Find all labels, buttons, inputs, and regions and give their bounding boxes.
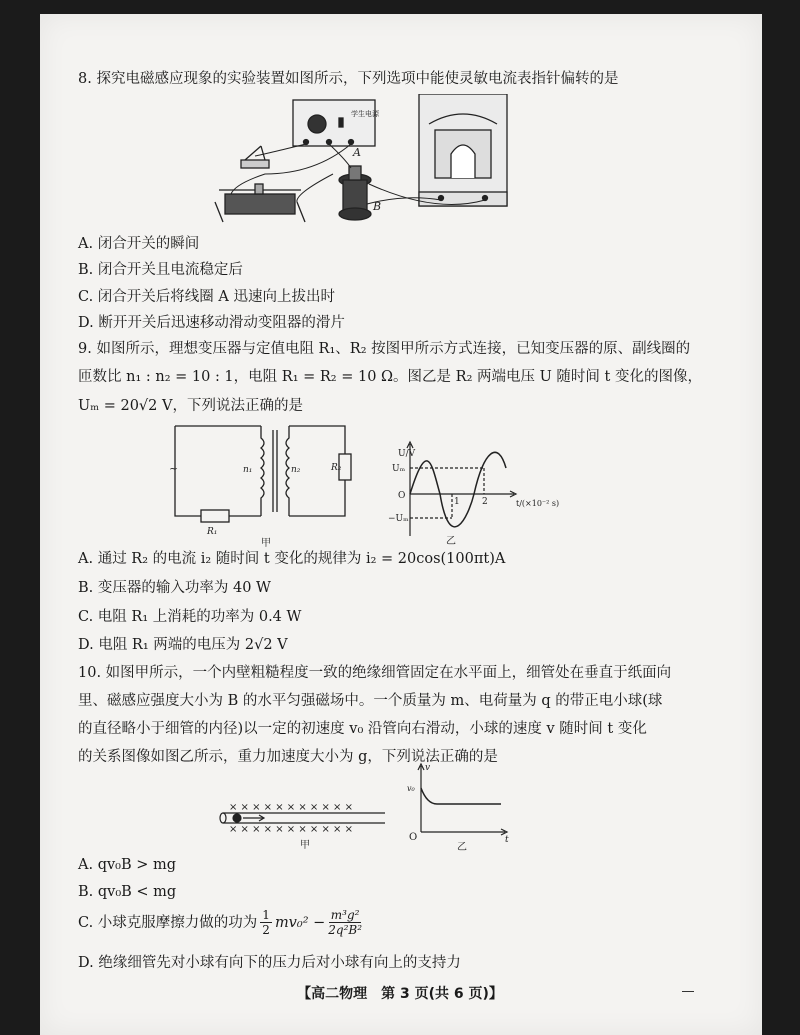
um-positive-label: Uₘ [392,464,406,474]
galvanometer [419,94,507,206]
coil-b-label: B [373,200,382,213]
q10-stem-line-2: 里、磁感应强度大小为 B 的水平匀强磁场中。一个质量为 m、电荷量为 q 的带正电小球(球 [78,693,663,709]
q8-apparatus-figure [205,94,525,234]
y-axis-label: v [425,763,431,773]
q8-option-d: D. 断开开关后迅速移动滑动变阻器的滑片 [78,315,345,331]
q10-option-c [78,908,362,937]
footer-dash [682,991,694,992]
svg-text:× × × × × × × × × × ×: × × × × × × × × × × × [229,824,353,835]
x-axis-label: t/(×10⁻² s) [516,499,560,508]
q8-option-b: B. 闭合开关且电流稳定后 [78,262,243,278]
r2-label: R₂ [331,463,342,473]
q9-stem-line-2: 匝数比 n₁ : n₂ = 10 : 1，电阻 R₁ = R₂ = 10 Ω。图乙是 R₂ 两端电压 U 随时间 t 变化的图像， [78,369,702,385]
q10-option-a: A. qv₀B > mg [78,857,177,873]
switch [241,146,269,168]
q10-velocity-graph [405,760,520,852]
q9-voltage-graph [388,438,588,548]
q9-transformer-circuit [165,420,375,550]
fig-jia-label: 甲 [261,538,271,549]
tick-1-label: 1 [454,497,460,507]
fig-jia-label: 甲 [300,840,310,851]
r1-label: R₁ [207,527,218,537]
q8-stem: 8. 探究电磁感应现象的实验装置如图所示，下列选项中能使灵敏电流表指针偏转的是 [78,71,619,87]
q9-option-a: A. 通过 R₂ 的电流 i₂ 随时间 t 变化的规律为 i₂ = 20cos(100πt)A [78,551,506,567]
q8-option-a: A. 闭合开关的瞬间 [78,236,200,252]
q9-option-d: D. 电阻 R₁ 两端的电压为 2√2 V [78,637,288,653]
q10-stem-line-3: 的直径略小于细管的内径)以一定的初速度 v₀ 沿管向右滑动，小球的速度 v 随时间 t 变化 [78,721,647,737]
n2-label: n₂ [291,465,301,475]
fig-yi-label: 乙 [446,536,456,547]
power-supply-label: 学生电源 [351,110,379,118]
coil-a-label: A [353,146,361,159]
origin-label: O [409,832,418,843]
q10-option-c-mid: mv₀² − [274,914,326,931]
q10-option-d: D. 绝缘细管先对小球有向下的压力后对小球有向上的支持力 [78,955,461,971]
origin-label: O [398,491,406,501]
fraction-half: 1 2 [262,908,270,937]
v0-label: v₀ [407,784,415,793]
q9-option-c: C. 电阻 R₁ 上消耗的功率为 0.4 W [78,609,302,625]
q10-tube-figure [215,796,400,851]
q10-option-c-text: C. 小球克服摩擦力做的功为 [78,914,258,931]
um-negative-label: −Uₘ [388,514,409,524]
fig-yi-label: 乙 [457,842,467,852]
coils [339,166,371,220]
tick-2-label: 2 [482,497,488,507]
q10-stem-line-4: 的关系图像如图乙所示，重力加速度大小为 g，下列说法正确的是 [78,749,498,765]
q9-option-b: B. 变压器的输入功率为 40 W [78,580,271,596]
ac-source-symbol: ~ [169,462,179,475]
rheostat [215,184,305,222]
svg-text:× × × × × × × × × × ×: × × × × × × × × × × × [229,802,353,813]
q10-option-b: B. qv₀B < mg [78,884,177,900]
q10-stem-line-1: 10. 如图甲所示，一个内壁粗糙程度一致的绝缘细管固定在水平面上，细管处在垂直于纸面向 [78,665,672,681]
page-footer: 【高二物理 第 3 页(共 6 页)】 [297,986,503,1002]
q9-stem-line-3: Uₘ = 20√2 V，下列说法正确的是 [78,398,303,414]
power-supply [293,100,375,146]
x-axis-label: t [505,835,509,845]
n1-label: n₁ [243,465,253,475]
q9-stem-line-1: 9. 如图所示，理想变压器与定值电阻 R₁、R₂ 按图甲所示方式连接，已知变压器的原、副线圈的 [78,341,691,357]
fraction-m3g2: $\frac{\text{m³g²}}{\text{2q²B²}}$ [328,908,363,937]
q8-option-c: C. 闭合开关后将线圈 A 迅速向上拔出时 [78,289,335,305]
y-axis-label: U/V [398,449,416,459]
